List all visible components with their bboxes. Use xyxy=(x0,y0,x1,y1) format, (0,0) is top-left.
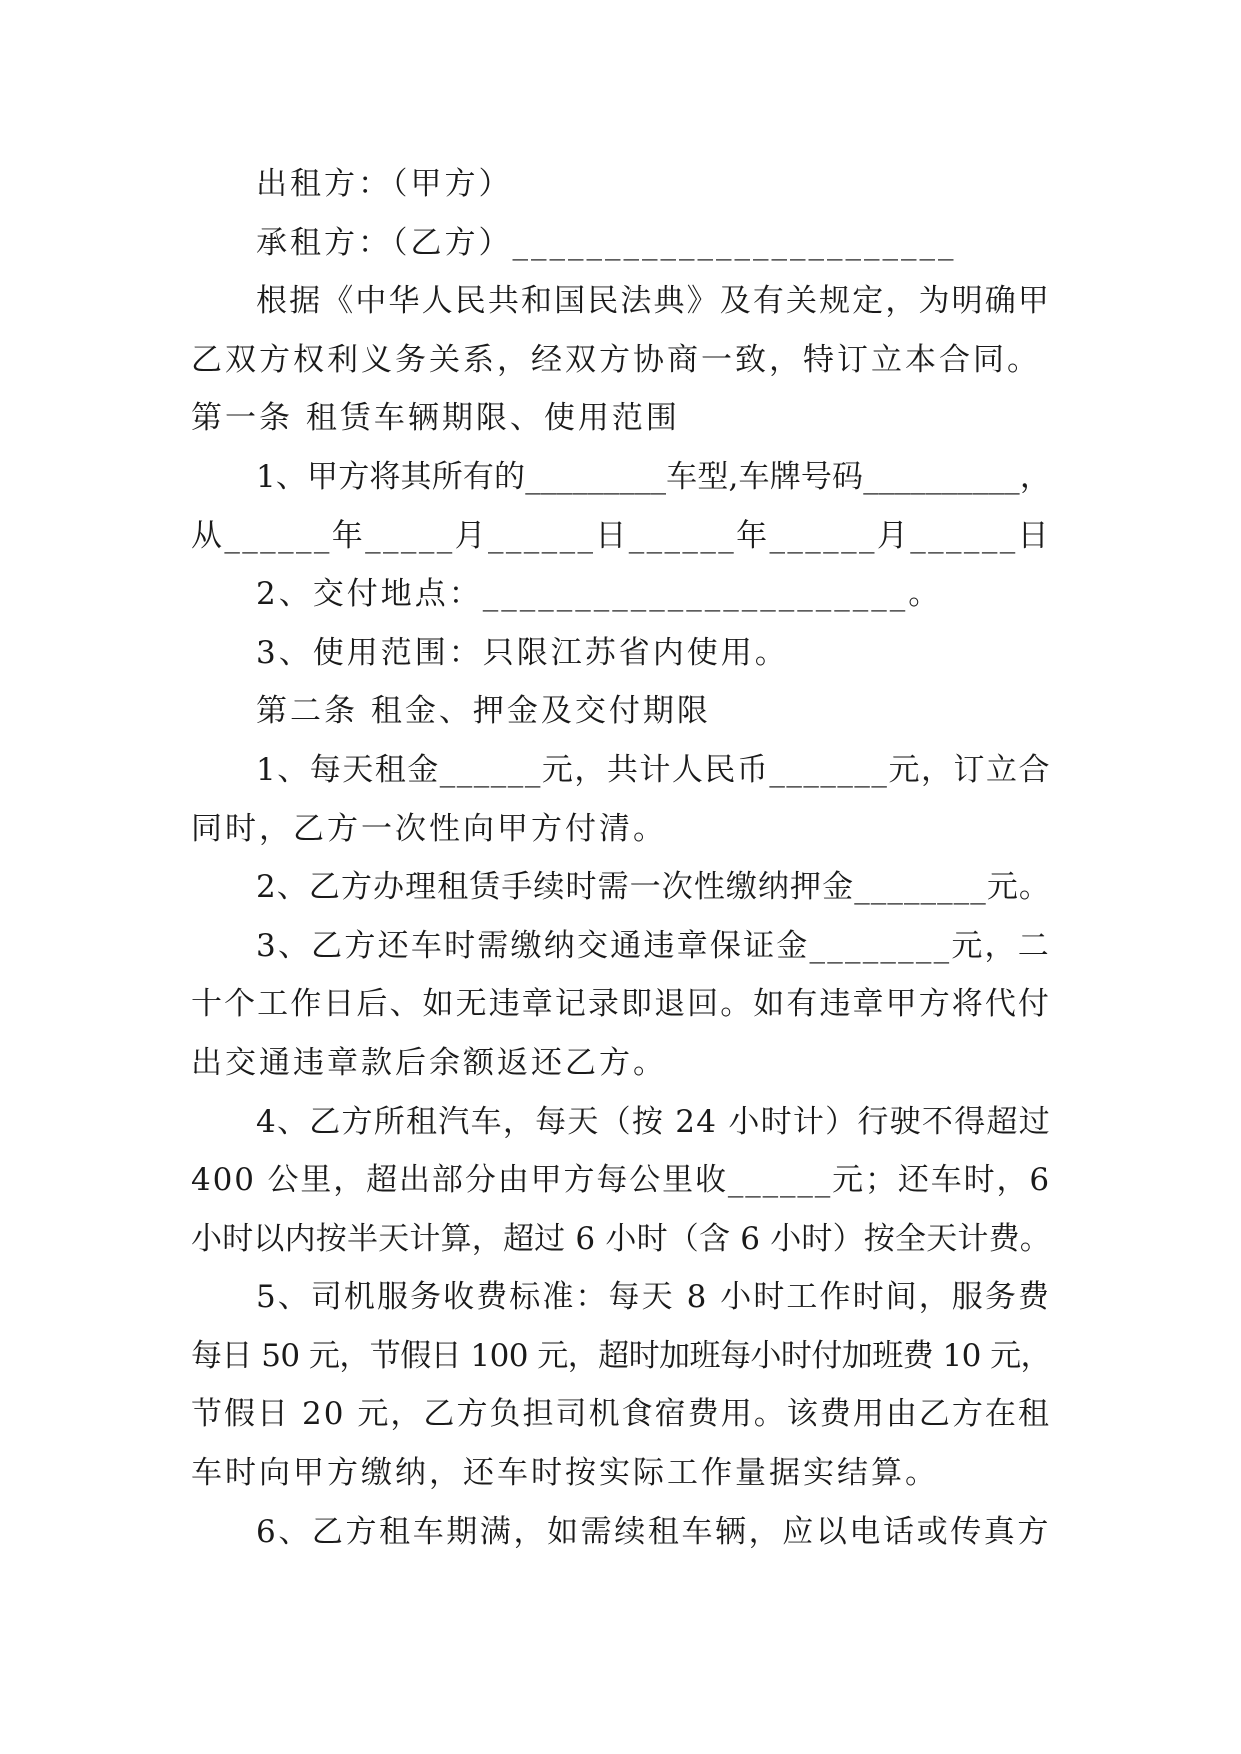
article-2-clause-4-line-2: 400 公里，超出部分由甲方每公里收______元；还车时，6 xyxy=(191,1162,1051,1199)
article-2-clause-3-line-2: 十个工作日后、如无违章记录即退回。如有违章甲方将代付 xyxy=(191,986,1051,1023)
article-2-clause-2: 2、乙方办理租赁手续时需一次性缴纳押金________元。 xyxy=(256,869,1051,906)
article-1-clause-2: 2、交付地点：_______________________。 xyxy=(256,576,943,613)
article-2-clause-4-line-3: 小时以内按半天计算，超过 6 小时（含 6 小时）按全天计费。 xyxy=(191,1220,1051,1257)
article-1-clause-1-line-1: 1、甲方将其所有的_________车型,车牌号码__________， xyxy=(256,458,1051,495)
article-2-heading: 第二条 租金、押金及交付期限 xyxy=(256,693,711,730)
document-body xyxy=(191,155,1051,1561)
article-1-heading: 第一条 租赁车辆期限、使用范围 xyxy=(191,400,680,437)
article-2-clause-5-line-4: 车时向甲方缴纳，还车时按实际工作量据实结算。 xyxy=(191,1455,939,1492)
article-1-clause-1-line-2: 从______年_____月______日______年______月______日 xyxy=(191,517,1051,554)
article-2-clause-5-line-1: 5、司机服务收费标准：每天 8 小时工作时间，服务费 xyxy=(256,1279,1051,1316)
preamble-line-1: 根据《中华人民共和国民法典》及有关规定，为明确甲 xyxy=(256,283,1051,320)
article-2-clause-1-line-1: 1、每天租金______元，共计人民币_______元，订立合 xyxy=(256,751,1051,788)
lessor-line: 出租方：（甲方） xyxy=(256,166,513,202)
article-2-clause-6-line-1: 6、乙方租车期满，如需续租车辆，应以电话或传真方 xyxy=(256,1513,1051,1550)
article-1-clause-3: 3、使用范围：只限江苏省内使用。 xyxy=(256,634,789,671)
article-2-clause-5-line-3: 节假日 20 元，乙方负担司机食宿费用。该费用由乙方在租 xyxy=(191,1396,1051,1433)
article-2-clause-3-line-1: 3、乙方还车时需缴纳交通违章保证金________元，二 xyxy=(256,927,1051,964)
preamble-line-2: 乙双方权利义务关系，经双方协商一致，特订立本合同。 xyxy=(191,341,1041,378)
article-2-clause-3-line-3: 出交通违章款后余额返还乙方。 xyxy=(191,1044,667,1081)
lessee-line: 承租方：（乙方）________________________ xyxy=(256,224,957,261)
article-2-clause-1-line-2: 同时，乙方一次性向甲方付清。 xyxy=(191,810,667,847)
article-2-clause-4-line-1: 4、乙方所租汽车，每天（按 24 小时计）行驶不得超过 xyxy=(256,1103,1051,1140)
article-2-clause-5-line-2: 每日 50 元，节假日 100 元，超时加班每小时付加班费 10 元， xyxy=(191,1337,1051,1374)
